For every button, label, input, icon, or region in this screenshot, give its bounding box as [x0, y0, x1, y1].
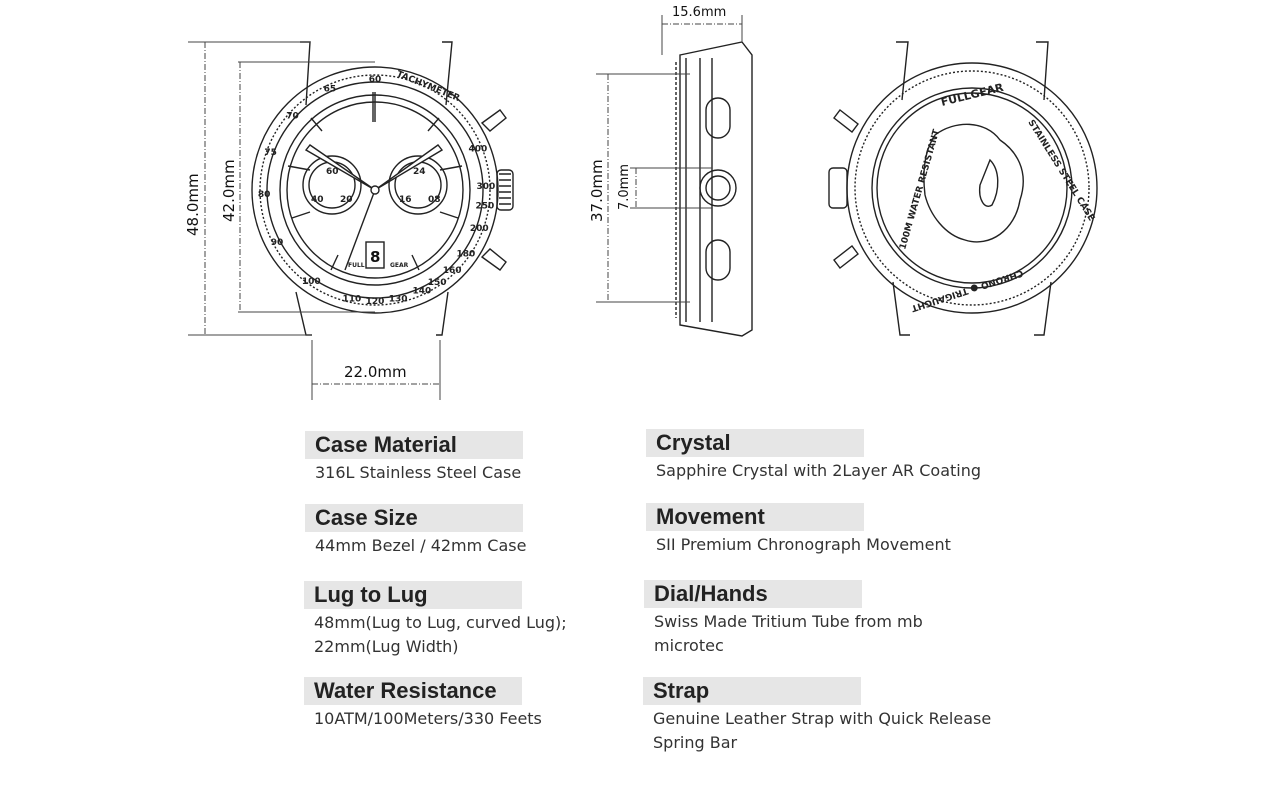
spec-title: Strap	[643, 677, 861, 705]
subdial-right-16: 16	[399, 195, 412, 205]
bezel-number: 180	[456, 249, 476, 260]
bezel-number: 65	[323, 84, 337, 95]
caseback-right-text: STAINLESS STEEL CASE	[1025, 118, 1097, 224]
dim-thickness: 15.6mm	[672, 5, 727, 20]
bezel-number: 300	[476, 182, 496, 193]
spec-case-material	[305, 431, 665, 485]
bezel-number: 60	[368, 75, 382, 85]
side-view	[676, 42, 752, 336]
spec-title: Lug to Lug	[304, 581, 522, 609]
brand-gear: GEAR	[390, 262, 409, 269]
subdial-left-40: 40	[311, 195, 324, 205]
subdial-right-24: 24	[413, 167, 426, 177]
spec-value: Sapphire Crystal with 2Layer AR Coating	[656, 461, 982, 480]
spec-crystal	[646, 429, 1006, 483]
spec-value: Swiss Made Tritium Tube from mb microtec	[654, 612, 923, 655]
spec-strap	[643, 677, 1003, 755]
spec-value: 48mm(Lug to Lug, curved Lug); 22mm(Lug Width)	[314, 613, 567, 656]
bezel-number: 130	[388, 294, 408, 305]
spec-value: Genuine Leather Strap with Quick Release Spring Bar	[653, 709, 992, 752]
dim-side-height: 37.0mm	[588, 159, 606, 222]
bezel-number: 75	[264, 148, 277, 158]
bezel-number: 110	[342, 294, 362, 305]
spec-title: Dial/Hands	[644, 580, 862, 608]
front-view	[252, 42, 513, 335]
bezel-number: 80	[257, 189, 271, 200]
bezel-number: 150	[427, 278, 447, 288]
spec-value: 44mm Bezel / 42mm Case	[315, 536, 527, 555]
subdial-right-08: 08	[428, 195, 441, 205]
bezel-title: TACHYMETER	[394, 69, 462, 105]
caseback-left-text: 100M WATER RESISTANT	[898, 128, 943, 251]
bezel-number: 140	[412, 286, 432, 297]
subdial-left-60: 60	[326, 167, 339, 177]
spec-title: Movement	[646, 503, 864, 531]
spec-dial-hands	[644, 580, 1004, 658]
brand-full: FULL	[348, 262, 365, 269]
subdial-left-20: 20	[340, 195, 353, 205]
spec-value: 10ATM/100Meters/330 Feets	[314, 709, 542, 728]
bezel-number: 70	[286, 111, 299, 122]
spec-value: 316L Stainless Steel Case	[315, 463, 522, 482]
spec-title: Case Size	[305, 504, 523, 532]
dim-crown-diameter: 7.0mm	[617, 163, 632, 210]
spec-lug-to-lug	[304, 581, 664, 659]
bezel-number: 100	[301, 276, 321, 287]
caseback-brand: FULLGEAR	[939, 80, 1005, 109]
bezel-number: 120	[365, 297, 385, 307]
spec-value: SII Premium Chronograph Movement	[656, 535, 951, 554]
dim-lug-width: 22.0mm	[344, 363, 407, 381]
spec-water-resistance	[304, 677, 664, 731]
bezel-number: 400	[468, 144, 488, 155]
spec-case-size	[305, 504, 665, 558]
spec-title: Crystal	[646, 429, 864, 457]
bezel-number: 200	[469, 224, 489, 234]
dimension-lines	[188, 15, 742, 400]
bezel-number: 160	[442, 265, 462, 276]
bezel-number: 250	[475, 201, 495, 212]
spec-title: Case Material	[305, 431, 523, 459]
bezel-number: 90	[270, 238, 284, 249]
date-window-number: 8	[370, 248, 381, 266]
dim-case-diameter: 42.0mm	[220, 159, 238, 222]
caseback-bottom-text: CHRONO ● TRIGAUGHT	[909, 267, 1025, 313]
spec-title: Water Resistance	[304, 677, 522, 705]
spec-movement	[646, 503, 1006, 557]
dim-overall-length: 48.0mm	[184, 173, 202, 236]
